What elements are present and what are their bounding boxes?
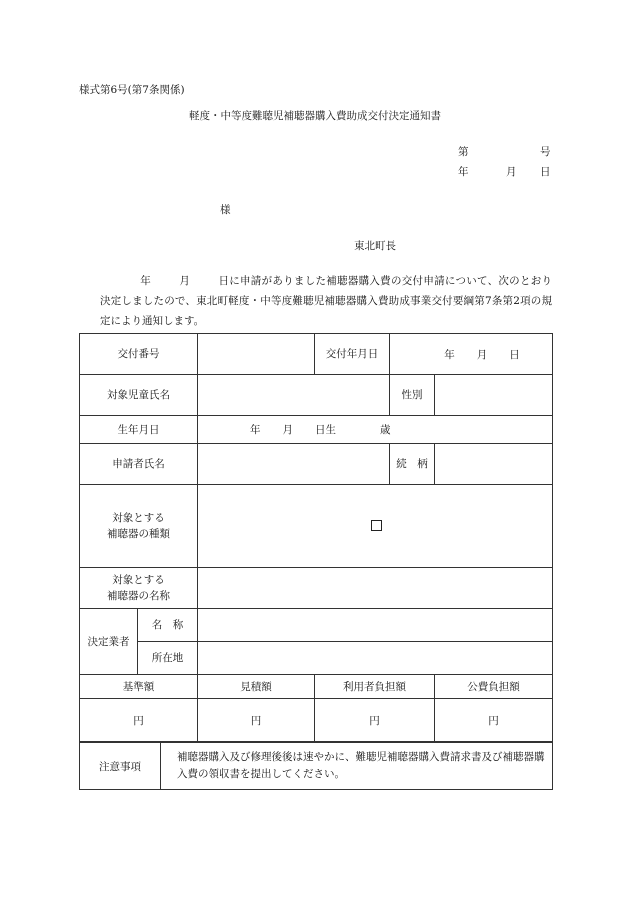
applicant-name-label: 申請者氏名: [80, 444, 198, 485]
grant-number-label: 交付番号: [80, 334, 198, 375]
device-type-label: [80, 485, 198, 568]
birth-month: 月: [282, 424, 293, 436]
issue-date-month: 月: [506, 166, 517, 178]
body-year: 年: [140, 275, 152, 287]
notes-table: [79, 742, 553, 790]
grant-date-label: 交付年月日: [315, 334, 390, 375]
public-burden-label: 公費負担額: [435, 675, 553, 699]
form-number: 様式第6号(第7条関係): [79, 84, 185, 96]
public-burden-field[interactable]: 円: [435, 699, 553, 742]
relation-field[interactable]: [435, 444, 553, 485]
birth-age: 歳: [380, 424, 391, 436]
device-name-field[interactable]: [198, 568, 553, 609]
user-burden-label: 利用者負担額: [315, 675, 435, 699]
device-name-label: [80, 568, 198, 609]
birth-year: 年: [250, 424, 261, 436]
vendor-name-label: 名 称: [138, 609, 198, 642]
grant-date-field[interactable]: [390, 334, 553, 375]
birth-day: 日生: [315, 424, 336, 436]
number-prefix: 第: [458, 146, 469, 158]
birth-date-label: 生年月日: [80, 416, 198, 444]
estimate-label: 見積額: [198, 675, 315, 699]
estimate-field[interactable]: 円: [198, 699, 315, 742]
issue-date-day: 日: [540, 166, 551, 178]
device-type-field: [198, 485, 553, 568]
device-name-label-line2: 補聴器の名称: [107, 590, 170, 602]
issuer-name: 東北町長: [354, 240, 396, 252]
base-amount-field[interactable]: 円: [80, 699, 198, 742]
issue-date-year: 年: [458, 166, 469, 178]
device-type-checkbox[interactable]: [371, 520, 382, 531]
decision-table: [79, 333, 553, 742]
child-name-field[interactable]: [198, 375, 390, 416]
device-name-label-line1: 対象とする: [112, 574, 165, 586]
notice-body: [100, 271, 552, 331]
notes-label: 注意事項: [80, 743, 161, 790]
device-type-label-line1: 対象とする: [112, 512, 165, 524]
document-title: 軽度・中等度難聴児補聴器購入費助成交付決定通知書: [189, 110, 441, 122]
body-month: 月: [179, 275, 191, 287]
notes-text: 補聴器購入及び修理後後は速やかに、難聴児補聴器購入費請求書及び補聴器購入費の領収書を提出してください。: [161, 743, 553, 790]
base-amount-label: 基準額: [80, 675, 198, 699]
number-suffix: 号: [540, 146, 551, 158]
grant-date-month: 月: [476, 348, 488, 361]
vendor-address-field[interactable]: [198, 642, 553, 675]
relation-label: 続 柄: [390, 444, 435, 485]
applicant-name-field[interactable]: [198, 444, 390, 485]
vendor-label: 決定業者: [80, 609, 138, 675]
body-text: 日に申請がありました補聴器購入費の交付申請について、次のとおり決定しましたので、東北町軽度・中等度難聴児補聴器購入費助成事業交付要綱第7条第2項の規定により通知します。: [100, 275, 553, 327]
user-burden-field[interactable]: 円: [315, 699, 435, 742]
device-type-label-line2: 補聴器の種類: [107, 528, 170, 540]
vendor-address-label: 所在地: [138, 642, 198, 675]
recipient-honorific: 様: [220, 204, 231, 216]
grant-date-day: 日: [509, 348, 520, 361]
birth-date-field[interactable]: [198, 416, 553, 444]
grant-number-field[interactable]: [198, 334, 315, 375]
grant-date-year: 年: [444, 348, 455, 361]
child-name-label: 対象児童氏名: [80, 375, 198, 416]
vendor-name-field[interactable]: [198, 609, 553, 642]
gender-field[interactable]: [435, 375, 553, 416]
gender-label: 性別: [390, 375, 435, 416]
